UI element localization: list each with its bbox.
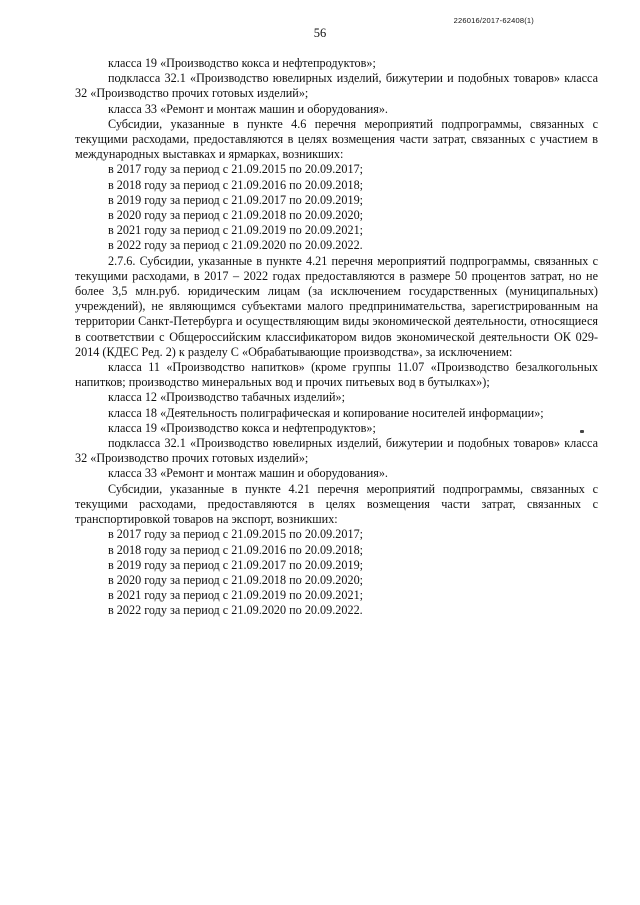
registration-number: 226016/2017-62408(1) bbox=[453, 16, 534, 25]
list-item: в 2019 году за период с 21.09.2017 по 20.09.2019; bbox=[108, 557, 364, 572]
list-item: в 2020 году за период с 21.09.2018 по 20.09.2020; bbox=[108, 208, 364, 223]
list-item: в 2018 году за период с 21.09.2016 по 20.09.2018; bbox=[108, 177, 364, 192]
list-item: в 2019 году за период с 21.09.2017 по 20.09.2019; bbox=[108, 192, 364, 207]
paragraph: 2.7.6. Субсидии, указанные в пункте 4.21 перечня мероприятий подпрограммы, связанных с текущими расходами, в 2017 – 2022 годах предоставляются в размере 50 процентов затрат, но не более 3,5 млн.руб. юридическим лицам (за исключением государственных (муниципальных) учреждений), не являющимся субъектами малого предпринимательства, зарегистрированным на территории Санкт-Петербурга и осуществляющим виды экономической деятельности, относящиеся в соответствии с Общероссийским классификатором видов экономической деятельности ОК 029-2014 (КДЕС Ред. 2) к разделу С «Обрабатывающие производства», за исключением: bbox=[75, 253, 598, 359]
paragraph: класса 19 «Производство кокса и нефтепродуктов»; bbox=[108, 420, 376, 435]
list-item: в 2018 году за период с 21.09.2016 по 20.09.2018; bbox=[108, 542, 364, 557]
list-item: в 2022 году за период с 21.09.2020 по 20.09.2022. bbox=[108, 603, 363, 618]
paragraph: подкласса 32.1 «Производство ювелирных изделий, бижутерии и подобных товаров» класса 32 «Производство прочих готовых изделий»; bbox=[75, 436, 598, 466]
paragraph: класса 19 «Производство кокса и нефтепродуктов»; bbox=[108, 56, 376, 70]
list-item: в 2017 году за период с 21.09.2015 по 20.09.2017; bbox=[108, 162, 364, 177]
list-item: в 2021 году за период с 21.09.2019 по 20.09.2021; bbox=[108, 588, 364, 603]
paragraph: класса 33 «Ремонт и монтаж машин и оборудования». bbox=[108, 101, 388, 116]
paragraph: класса 18 «Деятельность полиграфическая и копирование носителей информации»; bbox=[108, 405, 544, 420]
paragraph: подкласса 32.1 «Производство ювелирных изделий, бижутерии и подобных товаров» класса 32 «Производство прочих готовых изделий»; bbox=[75, 71, 598, 101]
list-item: в 2020 году за период с 21.09.2018 по 20.09.2020; bbox=[108, 572, 364, 587]
paragraph: класса 33 «Ремонт и монтаж машин и оборудования». bbox=[108, 466, 388, 481]
paragraph: класса 11 «Производство напитков» (кроме группы 11.07 «Производство безалкогольных напитков; производство минеральных вод и прочих питьевых вод в бутылках»); bbox=[75, 360, 598, 390]
page-number: 56 bbox=[313, 26, 327, 40]
document-body bbox=[75, 56, 598, 619]
scan-speck bbox=[580, 430, 584, 433]
list-item: в 2021 году за период с 21.09.2019 по 20.09.2021; bbox=[108, 223, 364, 238]
paragraph: Субсидии, указанные в пункте 4.6 перечня мероприятий подпрограммы, связанных с текущими расходами, предоставляются в целях возмещения части затрат, связанных с участием в международных выставках и ярмарках, возникших: bbox=[75, 116, 598, 162]
list-item: в 2017 году за период с 21.09.2015 по 20.09.2017; bbox=[108, 527, 364, 542]
paragraph: класса 12 «Производство табачных изделий»; bbox=[108, 390, 345, 405]
paragraph: Субсидии, указанные в пункте 4.21 перечня мероприятий подпрограммы, связанных с текущими расходами, предоставляются в целях возмещения части затрат, связанных с транспортировкой товаров на экспорт, возникших: bbox=[75, 481, 598, 527]
list-item: в 2022 году за период с 21.09.2020 по 20.09.2022. bbox=[108, 238, 363, 253]
